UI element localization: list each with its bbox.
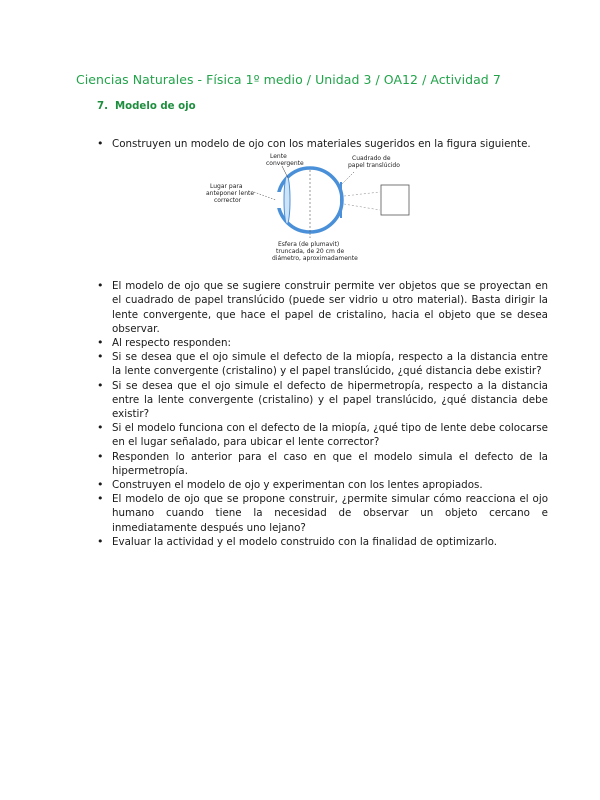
- list-item: • Si se desea que el ojo simule el defecto de hipermetropía, respecto a la distancia entre la lente convergente (cristalino) y el papel translúcido, ¿qué distancia debe existir?: [96, 379, 548, 422]
- list-item: • Si se desea que el ojo simule el defecto de la miopía, respecto a la distancia entre la lente convergente (cristalino) y el papel translúcido, ¿qué distancia debe existir?: [96, 350, 548, 378]
- label-lente-1: Lente: [270, 153, 287, 160]
- section-heading: [97, 101, 196, 112]
- label-lugar-1: Lugar para: [210, 183, 243, 190]
- figure-spacer: [96, 151, 548, 279]
- label-cuadrado-1: Cuadrado de: [352, 155, 391, 162]
- list-item: • Construyen un modelo de ojo con los materiales sugeridos en la figura siguiente.: [96, 137, 548, 151]
- list-item: • Construyen el modelo de ojo y experimentan con los lentes apropiados.: [96, 478, 548, 492]
- label-lugar-3: corrector: [214, 197, 242, 204]
- list-item: • Evaluar la actividad y el modelo construido con la finalidad de optimizarlo.: [96, 535, 548, 549]
- list-item: • El modelo de ojo que se propone construir, ¿permite simular cómo reacciona el ojo humano cuando tiene la necesidad de observar un objeto cercano e inmediatamente después uno lejano?: [96, 492, 548, 535]
- list-item: • Si el modelo funciona con el defecto de la miopía, ¿qué tipo de lente debe colocarse en el lugar señalado, para ubicar el lente corrector?: [96, 421, 548, 449]
- label-lugar-2: anteponer lente: [206, 190, 255, 197]
- page-header: Ciencias Naturales - Física 1º medio / Unidad 3 / OA12 / Actividad 7: [76, 72, 501, 87]
- label-esfera-3: diámetro, aproximadamente: [272, 255, 358, 262]
- list-item: • Al respecto responden:: [96, 336, 548, 350]
- section-number: 7.: [97, 101, 108, 112]
- list-item: • El modelo de ojo que se sugiere construir permite ver objetos que se proyectan en el cuadrado de papel translúcido (puede ser vidrio u otro material). Basta dirigir la lente convergente, que hace el papel de cristalino, hacia el objeto que se desea observar.: [96, 279, 548, 336]
- list-item: • Responden lo anterior para el caso en que el modelo simula el defecto de la hipermetropía.: [96, 450, 548, 478]
- label-esfera-2: truncada, de 20 cm de: [276, 248, 345, 255]
- section-title-text: Modelo de ojo: [115, 101, 196, 112]
- label-cuadrado-2: papel translúcido: [348, 162, 400, 169]
- label-lente-2: convergente: [266, 160, 304, 167]
- activity-list: [96, 137, 548, 549]
- label-esfera-1: Esfera (de plumavit): [278, 241, 340, 248]
